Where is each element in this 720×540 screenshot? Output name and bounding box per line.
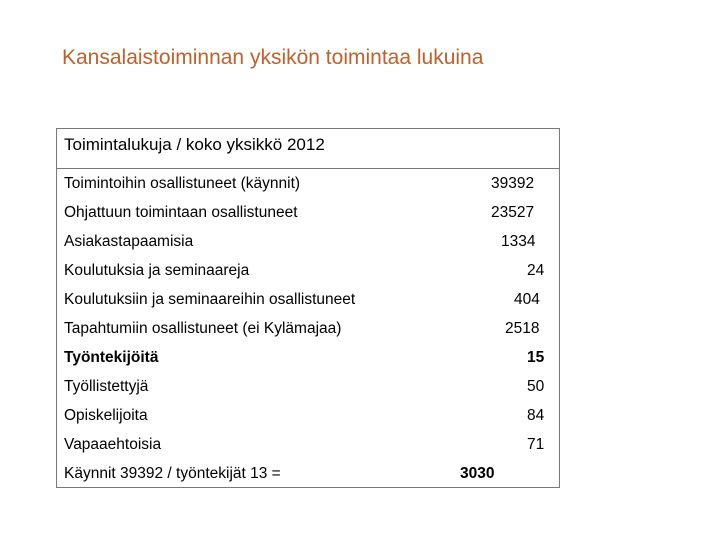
table-row: [57, 171, 559, 200]
row-label: Opiskelijoita: [64, 407, 148, 424]
table-row: [57, 345, 559, 374]
row-value: 3030: [460, 465, 495, 482]
row-label: Ohjattuun toimintaan osallistuneet: [64, 204, 298, 221]
table-row: [57, 200, 559, 229]
row-value: 50: [527, 378, 545, 395]
table-row: [57, 374, 559, 403]
row-label: Vapaaehtoisia: [64, 436, 162, 453]
table-row: [57, 432, 559, 461]
table-row: [57, 258, 559, 287]
table-row: [57, 229, 559, 258]
row-label: Koulutuksia ja seminaareja: [64, 262, 250, 279]
row-label: Työllistettyjä: [64, 378, 149, 395]
row-value: 1334: [501, 233, 536, 250]
row-value: 2518: [505, 320, 540, 337]
row-value: 23527: [491, 204, 535, 221]
row-label: Koulutuksiin ja seminaareihin osallistuneet: [64, 291, 356, 308]
page-title: Kansalaistoiminnan yksikön toimintaa lukuina: [62, 46, 484, 69]
statistics-table: [56, 128, 560, 488]
row-value: 39392: [491, 175, 535, 192]
row-label: Asiakastapaamisia: [64, 233, 194, 250]
row-value: 404: [514, 291, 540, 308]
row-label: Toimintoihin osallistuneet (käynnit): [64, 175, 301, 192]
table-row: [57, 316, 559, 345]
table-row: [57, 403, 559, 432]
table-row: [57, 461, 559, 490]
row-label: Tapahtumiin osallistuneet (ei Kylämajaa): [64, 320, 342, 337]
row-value: 24: [527, 262, 545, 279]
row-value: 15: [527, 349, 545, 366]
row-label: Työntekijöitä: [64, 349, 159, 366]
table-header-text: Toimintalukuja / koko yksikkö 2012: [64, 135, 325, 154]
table-row: [57, 287, 559, 316]
row-label: Käynnit 39392 / työntekijät 13 =: [64, 465, 281, 482]
row-value: 84: [527, 407, 545, 424]
row-value: 71: [527, 436, 545, 453]
table-header: [57, 129, 559, 169]
